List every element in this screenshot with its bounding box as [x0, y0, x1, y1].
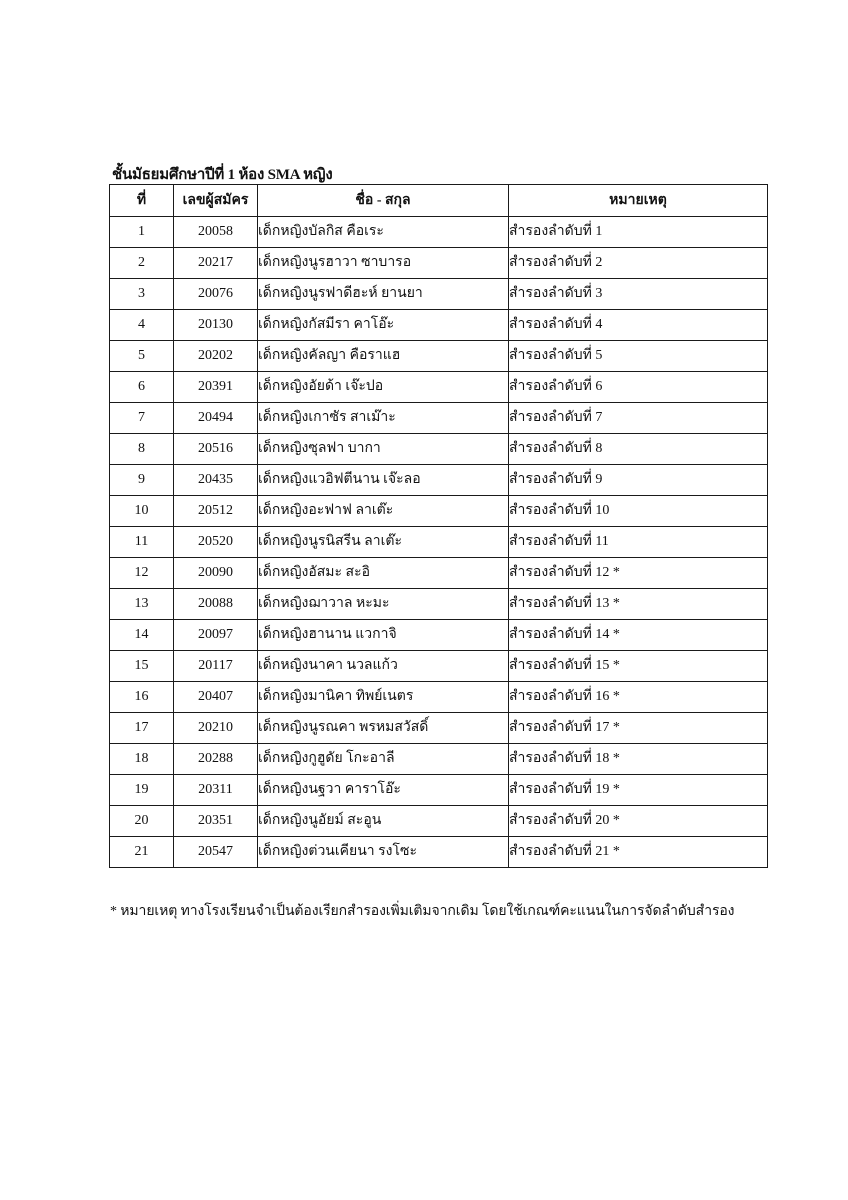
table-row [110, 372, 768, 403]
applicant-id: 20210 [174, 713, 258, 744]
table-row [110, 217, 768, 248]
remark: สำรองลำดับที่ 6 [509, 372, 768, 403]
applicant-id: 20130 [174, 310, 258, 341]
student-name: เด็กหญิงนูรณคา พรหมสวัสดิ์ [258, 713, 509, 744]
student-name: เด็กหญิงอัสมะ สะอิ [258, 558, 509, 589]
table-row [110, 403, 768, 434]
remark: สำรองลำดับที่ 11 [509, 527, 768, 558]
applicant-id: 20088 [174, 589, 258, 620]
row-number: 16 [110, 682, 174, 713]
applicant-id: 20435 [174, 465, 258, 496]
remark: สำรองลำดับที่ 9 [509, 465, 768, 496]
student-name: เด็กหญิงคัลญา คือราแฮ [258, 341, 509, 372]
applicant-id: 20090 [174, 558, 258, 589]
row-number: 8 [110, 434, 174, 465]
remark: สำรองลำดับที่ 1 [509, 217, 768, 248]
row-number: 18 [110, 744, 174, 775]
table-row [110, 837, 768, 868]
student-name: เด็กหญิงกัสมีรา คาโอ๊ะ [258, 310, 509, 341]
applicant-id: 20351 [174, 806, 258, 837]
remark: สำรองลำดับที่ 2 [509, 248, 768, 279]
row-number: 12 [110, 558, 174, 589]
row-number: 13 [110, 589, 174, 620]
student-name: เด็กหญิงฌาวาล หะมะ [258, 589, 509, 620]
table-body [110, 217, 768, 868]
row-number: 10 [110, 496, 174, 527]
row-number: 9 [110, 465, 174, 496]
remark: สำรองลำดับที่ 12 * [509, 558, 768, 589]
row-number: 20 [110, 806, 174, 837]
remark: สำรองลำดับที่ 5 [509, 341, 768, 372]
row-number: 2 [110, 248, 174, 279]
reserve-list-table [109, 184, 768, 868]
remark: สำรองลำดับที่ 4 [509, 310, 768, 341]
applicant-id: 20547 [174, 837, 258, 868]
applicant-id: 20311 [174, 775, 258, 806]
remark: สำรองลำดับที่ 20 * [509, 806, 768, 837]
remark: สำรองลำดับที่ 14 * [509, 620, 768, 651]
remark: สำรองลำดับที่ 15 * [509, 651, 768, 682]
applicant-id: 20202 [174, 341, 258, 372]
table-row [110, 713, 768, 744]
header-no: ที่ [110, 185, 174, 217]
remark: สำรองลำดับที่ 21 * [509, 837, 768, 868]
remark: สำรองลำดับที่ 3 [509, 279, 768, 310]
table-row [110, 806, 768, 837]
table-row [110, 651, 768, 682]
student-name: เด็กหญิงนูอัยม์ สะอูน [258, 806, 509, 837]
applicant-id: 20512 [174, 496, 258, 527]
student-name: เด็กหญิงนาคา นวลแก้ว [258, 651, 509, 682]
student-name: เด็กหญิงฮานาน แวกาจิ [258, 620, 509, 651]
table-row [110, 682, 768, 713]
applicant-id: 20217 [174, 248, 258, 279]
page-heading: ชั้นมัธยมศึกษาปีที่ 1 ห้อง SMA หญิง [112, 167, 333, 183]
row-number: 17 [110, 713, 174, 744]
student-name: เด็กหญิงนูรฟาดีฮะห์ ยานยา [258, 279, 509, 310]
student-name: เด็กหญิงนฐวา คาราโอ๊ะ [258, 775, 509, 806]
applicant-id: 20407 [174, 682, 258, 713]
student-name: เด็กหญิงแวอิฟตีนาน เจ๊ะลอ [258, 465, 509, 496]
footnote: * หมายเหตุ ทางโรงเรียนจำเป็นต้องเรียกสำรองเพิ่มเติมจากเดิม โดยใช้เกณฑ์คะแนนในการจัดลำดับสำรอง [110, 904, 735, 919]
table-row [110, 310, 768, 341]
row-number: 1 [110, 217, 174, 248]
table-row [110, 465, 768, 496]
remark: สำรองลำดับที่ 8 [509, 434, 768, 465]
table-row [110, 496, 768, 527]
applicant-id: 20058 [174, 217, 258, 248]
header-name: ชื่อ - สกุล [258, 185, 509, 217]
table-row [110, 558, 768, 589]
row-number: 5 [110, 341, 174, 372]
remark: สำรองลำดับที่ 19 * [509, 775, 768, 806]
student-name: เด็กหญิงมานิคา ทิพย์เนตร [258, 682, 509, 713]
applicant-id: 20494 [174, 403, 258, 434]
applicant-id: 20288 [174, 744, 258, 775]
header-applicant-id: เลขผู้สมัคร [174, 185, 258, 217]
student-name: เด็กหญิงอัยด้า เจ๊ะปอ [258, 372, 509, 403]
table-row [110, 434, 768, 465]
row-number: 4 [110, 310, 174, 341]
table-row [110, 248, 768, 279]
row-number: 21 [110, 837, 174, 868]
table-row [110, 279, 768, 310]
remark: สำรองลำดับที่ 18 * [509, 744, 768, 775]
row-number: 6 [110, 372, 174, 403]
applicant-id: 20520 [174, 527, 258, 558]
row-number: 3 [110, 279, 174, 310]
student-name: เด็กหญิงนูรฮาวา ซาบารอ [258, 248, 509, 279]
row-number: 14 [110, 620, 174, 651]
student-name: เด็กหญิงนูรนิสรีน ลาเต๊ะ [258, 527, 509, 558]
student-name: เด็กหญิงซุลฟา บากา [258, 434, 509, 465]
student-name: เด็กหญิงเกาซัร สาเม๊าะ [258, 403, 509, 434]
remark: สำรองลำดับที่ 10 [509, 496, 768, 527]
remark: สำรองลำดับที่ 17 * [509, 713, 768, 744]
applicant-id: 20516 [174, 434, 258, 465]
row-number: 15 [110, 651, 174, 682]
applicant-id: 20097 [174, 620, 258, 651]
table-header-row [110, 185, 768, 217]
row-number: 11 [110, 527, 174, 558]
remark: สำรองลำดับที่ 13 * [509, 589, 768, 620]
student-name: เด็กหญิงบัลกิส คือเระ [258, 217, 509, 248]
header-remark: หมายเหตุ [509, 185, 768, 217]
row-number: 19 [110, 775, 174, 806]
remark: สำรองลำดับที่ 16 * [509, 682, 768, 713]
remark: สำรองลำดับที่ 7 [509, 403, 768, 434]
table-row [110, 744, 768, 775]
student-name: เด็กหญิงต่วนเคียนา รงโซะ [258, 837, 509, 868]
student-name: เด็กหญิงกูฮูดัย โกะอาลี [258, 744, 509, 775]
table-row [110, 341, 768, 372]
applicant-id: 20076 [174, 279, 258, 310]
table-row [110, 589, 768, 620]
table-row [110, 775, 768, 806]
table-row [110, 620, 768, 651]
applicant-id: 20391 [174, 372, 258, 403]
applicant-id: 20117 [174, 651, 258, 682]
table-row [110, 527, 768, 558]
row-number: 7 [110, 403, 174, 434]
student-name: เด็กหญิงอะฟาฟ ลาเต๊ะ [258, 496, 509, 527]
